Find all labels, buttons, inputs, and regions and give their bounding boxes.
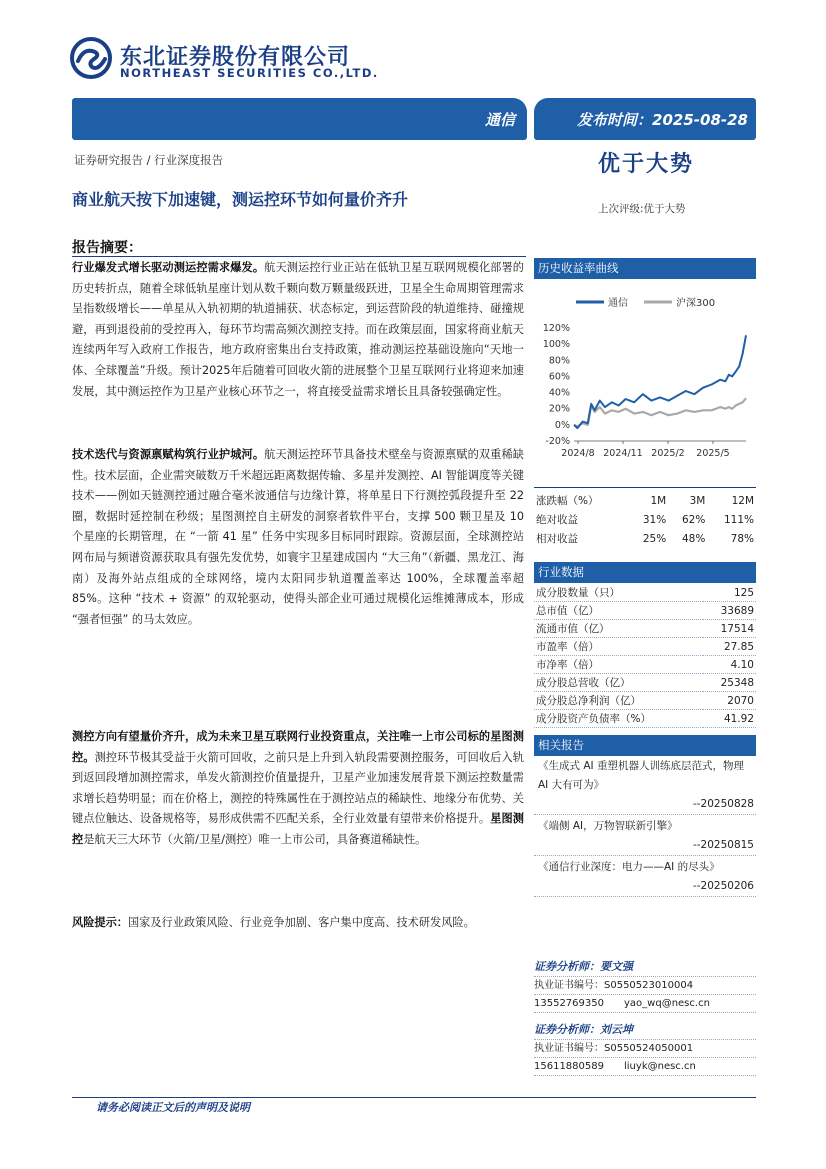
rating: 优于大势 [598, 151, 695, 177]
series-line [574, 335, 746, 428]
perf-header-cell: 3M [689, 494, 706, 507]
market-row [534, 620, 756, 638]
market-row [534, 674, 756, 692]
market-row [534, 638, 756, 656]
legend-label: 通信 [608, 298, 628, 309]
market-row [534, 710, 756, 728]
risk-warning [72, 913, 524, 934]
analyst-email[interactable]: liuyk@nesc.cn [624, 1061, 696, 1072]
market-label: 成分股总净利润（亿） [534, 692, 703, 710]
header-sector-bar [72, 98, 527, 140]
related-report-title[interactable]: 《生成式 AI 重塑机器人训练底层范式，物理 AI 大有可为》 [538, 760, 744, 791]
perf-header-row [534, 491, 756, 510]
paragraph-body: 航天测运控行业正站在低轨卫星互联网规模化部署的历史转折点，随着全球低轨星座计划从数千颗向数万颗量级跃进，卫星全生命周期管理需求呈指数级增长——单星从入轨初期的轨道捕获、状态标定，到运营阶段的轨道维持、碰撞规避，再到退役前的受控再入，每环节均需高频次测控支持。而在政策层面，国家将商业航天连续两年写入政府工作报告，地方政府密集出台支持政策，推动测运控基础设施向“天地一体、全球覆盖”升级。预计2025年后随着可回收火箭的进展整个卫星互联网行业将迎来加速发展，其中测运控作为卫星产业核心环节之一，将直接受益需求增长且具备较强确定性。 [72, 261, 524, 398]
perf-cell: 78% [730, 532, 754, 545]
market-value: 27.85 [703, 638, 756, 656]
paragraph-highlight: 星图测控 [72, 812, 524, 846]
analyst-cert: 执业证书编号：S0550523010004 [534, 977, 756, 995]
market-row [534, 692, 756, 710]
footer-divider [72, 1097, 756, 1098]
analyst-block [534, 958, 756, 1076]
perf-row-label: 相对收益 [536, 533, 578, 545]
y-tick-label: 80% [548, 355, 570, 367]
analyst-name: 证券分析师：刘云坤 [534, 1021, 756, 1040]
perf-table [534, 491, 756, 548]
market-value: 125 [703, 584, 756, 602]
paragraph-lead: 测控方向有望量价齐升，成为未来卫星互联网行业投资重点，关注唯一上市公司标的星图测控。 [72, 730, 524, 764]
perf-cell: 62% [681, 513, 706, 526]
related-report-item[interactable] [534, 757, 756, 815]
x-tick-label: 2024/11 [603, 448, 643, 459]
company-name-cn: 东北证券股份有限公司 [120, 45, 351, 70]
related-reports-list [534, 757, 756, 899]
perf-row [534, 510, 756, 529]
perf-section-title: 历史收益率曲线 [534, 258, 756, 279]
perf-row-label: 绝对收益 [536, 514, 578, 526]
sector-label: 通信 [484, 111, 515, 129]
perf-cell: 25% [642, 532, 667, 545]
market-label: 市净率（倍） [534, 656, 703, 674]
legend-label: 沪深300 [676, 298, 716, 309]
breadcrumb: 证券研究报告 / 行业深度报告 [74, 153, 224, 167]
risk-text: 国家及行业政策风险、行业竞争加剧、客户集中度高、技术研发风险。 [127, 916, 475, 929]
perf-cell: 48% [681, 532, 706, 545]
perf-table-divider [534, 487, 756, 488]
perf-cell: 31% [642, 513, 667, 526]
related-report-item[interactable] [534, 817, 756, 856]
y-tick-label: 60% [548, 371, 570, 383]
market-section-title: 行业数据 [534, 562, 756, 583]
y-tick-label: 100% [542, 339, 570, 351]
market-value: 25348 [703, 674, 756, 692]
paragraph-body: 航天测运控环节具备技术壁垒与资源禀赋的双重稀缺性。技术层面，企业需突破数万千米超远距离数据传输、多星并发测控、AI 智能调度等关键技术——例如天链测控通过融合毫米波通信与边缘计算，将单星日下行测控弧段提升至 22 圈，数据时延控制在秒级；星图测控自主研发的洞察者软件平台，支撑 500 颗卫星及 10 个星座的长期管理，在 “一箭 41 星” 任务中实现多目标同时跟踪。资源层面，全球测控站网布局与频谱资源获取具有强先发优势，如寰宇卫星建成国内 “大三角”（新疆、黑龙江、海南）及海外站点组成的全球网络，境内太阳同步轨道覆盖率达 100%，全球覆盖率超 85%。这种 “技术 + 资源” 的双轮驱动，使得头部企业可通过规模化运维摊薄成本，形成 “强者恒强” 的马太效应。 [72, 448, 524, 626]
footer-note: 请务必阅读正文后的声明及说明 [96, 1101, 250, 1114]
related-report-date: --20250815 [692, 839, 754, 851]
related-report-title[interactable]: 《通信行业深度：电力——AI 的尽头》 [538, 861, 720, 873]
perf-header-cell: 1M [650, 494, 667, 507]
summary-divider [72, 256, 526, 257]
analyst-phone: 15611880589 [534, 1061, 604, 1072]
related-section-title: 相关报告 [534, 735, 756, 756]
summary-heading: 报告摘要： [72, 240, 142, 256]
company-name-en: NORTHEAST SECURITIES CO.,LTD. [120, 66, 379, 80]
market-value: 4.10 [703, 656, 756, 674]
market-row [534, 602, 756, 620]
market-row [534, 656, 756, 674]
analyst-phone: 13552769350 [534, 998, 604, 1009]
market-label: 成分股总营收（亿） [534, 674, 703, 692]
x-tick-label: 2024/8 [561, 448, 595, 459]
y-tick-label: -20% [545, 436, 570, 447]
paragraph-body: 是航天三大环节（火箭/卫星/测控）唯一上市公司，具备赛道稀缺性。 [83, 832, 427, 846]
market-row [534, 584, 756, 602]
market-table [534, 584, 756, 728]
market-label: 总市值（亿） [534, 602, 703, 620]
y-tick-label: 120% [542, 323, 570, 334]
analyst-contact-row [534, 1058, 756, 1076]
paragraph-lead: 技术迭代与资源禀赋构筑行业护城河。 [72, 448, 265, 461]
paragraph-lead: 行业爆发式增长驱动测运控需求爆发。 [72, 261, 265, 274]
perf-header-cell: 12M [731, 494, 754, 507]
market-label: 成分股数量（只） [534, 584, 703, 602]
market-value: 17514 [703, 620, 756, 638]
analyst-name: 证券分析师：要文强 [534, 958, 756, 977]
perf-cell: 111% [723, 513, 754, 526]
return-curve-chart [534, 283, 756, 463]
summary-paragraph-2 [72, 445, 524, 630]
northeast-securities-logo-icon [70, 37, 112, 79]
market-label: 成分股资产负债率（%） [534, 710, 703, 728]
analyst-cert: 执业证书编号：S0550524050001 [534, 1040, 756, 1058]
perf-row [534, 529, 756, 548]
publish-date: 发布时间：2025-08-28 [577, 111, 748, 129]
market-label: 流通市值（亿） [534, 620, 703, 638]
risk-label: 风险提示： [72, 916, 128, 929]
analyst-contact-row [534, 995, 756, 1013]
summary-paragraph-3 [72, 727, 524, 851]
market-value: 41.92 [703, 710, 756, 728]
summary-paragraph-1 [72, 258, 524, 402]
y-tick-label: 40% [548, 387, 570, 399]
market-value: 33689 [703, 602, 756, 620]
related-report-date: --20250828 [692, 798, 754, 810]
market-value: 2070 [703, 692, 756, 710]
market-label: 市盈率（倍） [534, 638, 703, 656]
x-tick-label: 2025/5 [696, 448, 730, 459]
analyst-email[interactable]: yao_wq@nesc.cn [624, 998, 710, 1009]
related-report-item[interactable] [534, 858, 756, 897]
x-tick-label: 2025/2 [651, 448, 685, 459]
related-report-title[interactable]: 《端侧 AI，万物智联新引擎》 [538, 820, 678, 832]
perf-header-cell: 涨跌幅（%） [536, 495, 599, 507]
header-date-bar [534, 98, 756, 140]
report-title: 商业航天按下加速键，测运控环节如何量价齐升 [72, 190, 409, 209]
y-tick-label: 20% [548, 403, 570, 415]
previous-rating: 上次评级:优于大势 [598, 203, 686, 215]
y-tick-label: 0% [554, 419, 570, 431]
paragraph-body: 测控环节极其受益于火箭可回收，之前只是上升到入轨段需要测控服务，可回收后入轨到返回段增加测控需求，单发火箭测控价值量提升，卫星产业加速发展背景下测运控数量需求增长趋势明显；而在价格上，测控的特殊属性在于测控站点的稀缺性、地缘分布优势、关键点位触达、设备规格等，易形成供需不匹配关系，全行业效量有望带来价格提升。 [72, 750, 524, 826]
related-report-date: --20250206 [692, 880, 754, 892]
